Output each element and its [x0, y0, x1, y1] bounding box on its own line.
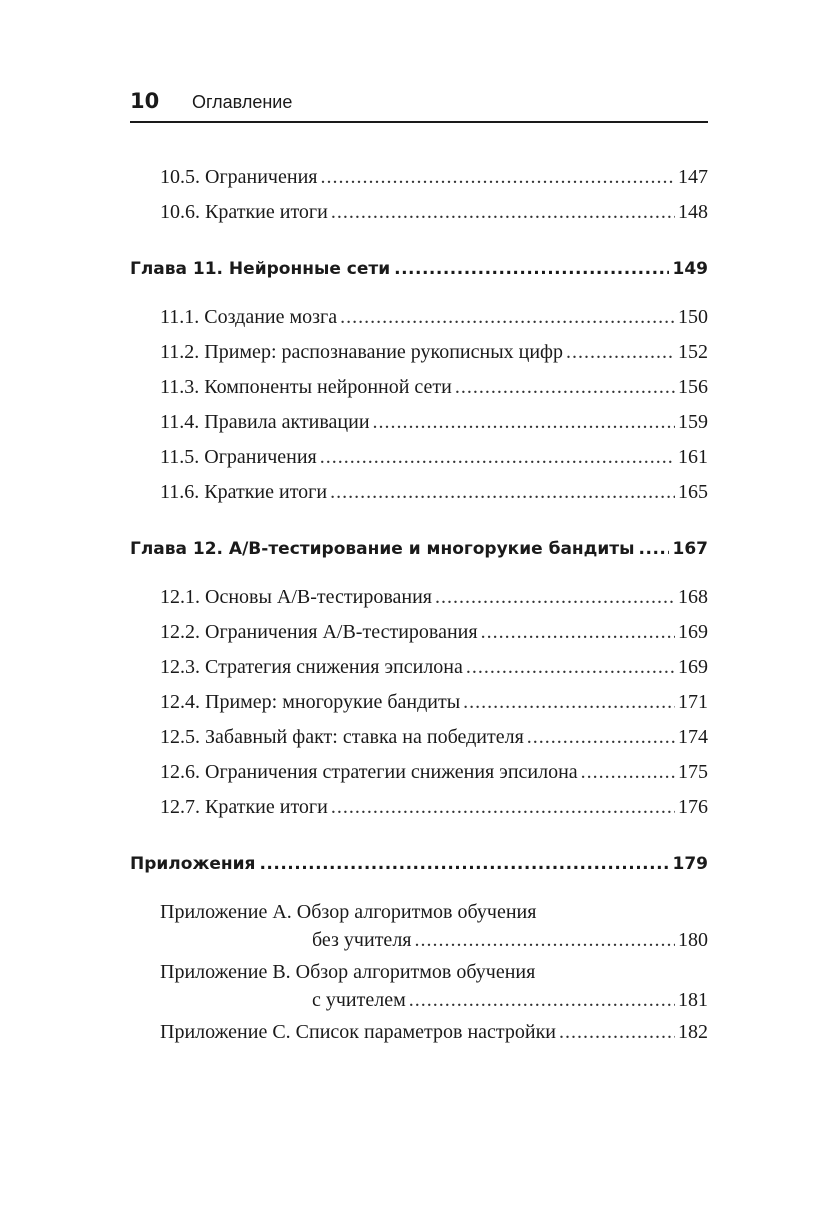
toc-entry-label: 12.1. Основы A/B-тестирования: [160, 586, 433, 608]
toc-entry-page: 182: [678, 1021, 708, 1043]
toc-entry[interactable]: [130, 796, 708, 831]
toc-entry[interactable]: [130, 726, 708, 761]
dot-leader: [259, 854, 668, 874]
dot-leader: [559, 1021, 675, 1044]
toc-entry-page: 150: [678, 306, 708, 328]
toc-entry-page: 174: [678, 726, 708, 748]
chapter-page: 179: [672, 854, 708, 874]
dot-leader: [373, 411, 675, 434]
dot-leader: [331, 201, 675, 224]
toc-entry-label: 12.7. Краткие итоги: [160, 796, 328, 818]
dot-leader: [435, 586, 675, 609]
toc-chapter-11[interactable]: [130, 259, 708, 294]
dot-leader: [340, 306, 675, 329]
toc-entry[interactable]: [130, 481, 708, 516]
toc-entry[interactable]: [130, 656, 708, 691]
toc-entry-label: 11.6. Краткие итоги: [160, 481, 328, 503]
page-number: 10: [130, 89, 160, 113]
page-header: [130, 86, 708, 123]
chapter-label: Глава 12. A/B-тестирование и многорукие бандиты: [130, 539, 635, 559]
dot-leader: [331, 796, 675, 819]
toc-entry-page: 169: [678, 621, 708, 643]
toc-entry[interactable]: [130, 376, 708, 411]
toc-entry-label: 12.2. Ограничения A/B-тестирования: [160, 621, 478, 643]
chapter-label: Приложения: [130, 854, 256, 874]
toc-entry[interactable]: [130, 761, 708, 796]
toc-entry[interactable]: [130, 621, 708, 656]
toc-entry[interactable]: [130, 306, 708, 341]
dot-leader: [330, 481, 675, 504]
toc-entry-label: Приложение C. Список параметров настройки: [160, 1021, 557, 1043]
toc-entry-label: 11.1. Создание мозга: [160, 306, 338, 328]
toc-entry-label-continued: без учителя: [312, 929, 412, 951]
toc-entry[interactable]: [130, 411, 708, 446]
dot-leader: [639, 539, 669, 559]
toc-entry-page: 180: [678, 929, 708, 951]
toc-entry-label: 11.5. Ограничения: [160, 446, 317, 468]
toc-entry-label: Приложение B. Обзор алгоритмов обучения: [160, 961, 536, 983]
dot-leader: [320, 446, 675, 469]
dot-leader: [481, 621, 675, 644]
toc-entry-label: 12.4. Пример: многорукие бандиты: [160, 691, 461, 713]
toc-chapter-12[interactable]: [130, 539, 708, 574]
table-of-contents: [130, 166, 708, 1056]
dot-leader: [581, 761, 675, 784]
toc-entry-page: 176: [678, 796, 708, 818]
toc-entry-label: 12.5. Забавный факт: ставка на победителя: [160, 726, 524, 748]
toc-entry-label: 11.2. Пример: распознавание рукописных цифр: [160, 341, 563, 363]
toc-entry-page: 152: [678, 341, 708, 363]
dot-leader: [409, 989, 675, 1012]
toc-entry[interactable]: [130, 201, 708, 236]
toc-entry-label: 11.4. Правила активации: [160, 411, 370, 433]
toc-entry-appendix-a[interactable]: [130, 901, 708, 957]
toc-entry-page: 156: [678, 376, 708, 398]
chapter-label: Глава 11. Нейронные сети: [130, 259, 391, 279]
toc-entry-page: 169: [678, 656, 708, 678]
toc-entry-page: 148: [678, 201, 708, 223]
chapter-page: 167: [672, 539, 708, 559]
dot-leader: [455, 376, 675, 399]
toc-entry-label: 12.3. Стратегия снижения эпсилона: [160, 656, 463, 678]
toc-entry-label: 10.6. Краткие итоги: [160, 201, 328, 223]
toc-entry-page: 181: [678, 989, 708, 1011]
toc-entry-page: 165: [678, 481, 708, 503]
toc-entry-page: 175: [678, 761, 708, 783]
dot-leader: [320, 166, 675, 189]
toc-entry-page: 159: [678, 411, 708, 433]
toc-entry[interactable]: [130, 341, 708, 376]
toc-entry-label: 12.6. Ограничения стратегии снижения эпсилона: [160, 761, 578, 783]
dot-leader: [415, 929, 676, 952]
dot-leader: [527, 726, 675, 749]
toc-chapter-appendix[interactable]: [130, 854, 708, 889]
toc-entry-appendix-b[interactable]: [130, 961, 708, 1017]
toc-entry-label-continued: с учителем: [312, 989, 406, 1011]
dot-leader: [394, 259, 668, 279]
chapter-page: 149: [672, 259, 708, 279]
toc-entry-label: Приложение A. Обзор алгоритмов обучения: [160, 901, 537, 923]
dot-leader: [566, 341, 675, 364]
dot-leader: [466, 656, 675, 679]
toc-entry-page: 147: [678, 166, 708, 188]
toc-entry-page: 168: [678, 586, 708, 608]
toc-entry[interactable]: [130, 166, 708, 201]
toc-entry[interactable]: [130, 446, 708, 481]
running-title: Оглавление: [192, 92, 293, 112]
toc-entry-page: 161: [678, 446, 708, 468]
toc-entry-label: 11.3. Компоненты нейронной сети: [160, 376, 452, 398]
toc-entry-label: 10.5. Ограничения: [160, 166, 318, 188]
toc-entry[interactable]: [130, 691, 708, 726]
toc-entry-page: 171: [678, 691, 708, 713]
dot-leader: [463, 691, 675, 714]
toc-entry[interactable]: [130, 586, 708, 621]
toc-entry-appendix-c[interactable]: [130, 1021, 708, 1056]
